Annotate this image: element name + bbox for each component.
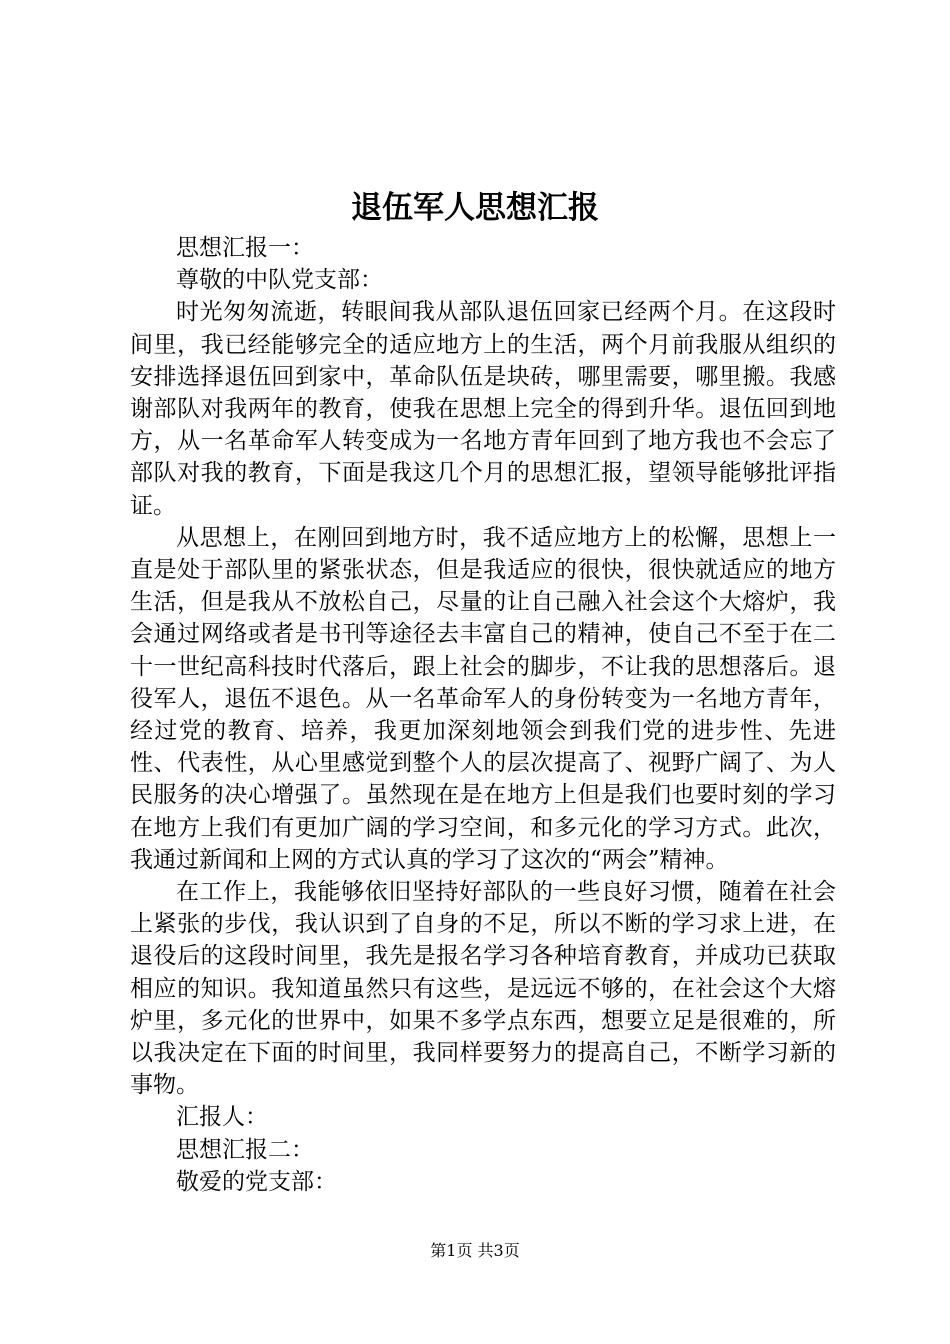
paragraph-section-heading-1: 思想汇报一： xyxy=(176,235,314,261)
paragraph-salutation-2: 敬爱的党支部： xyxy=(176,1168,337,1195)
document-title: 退伍军人思想汇报 xyxy=(351,190,599,226)
paragraph-reporter: 汇报人： xyxy=(176,1104,268,1131)
paragraph-intro: 时光匆匆流逝，转眼间我从部队退伍回家已经两个月。在这段时间里，我已经能够完全的适应地方上的生活，两个月前我服从组织的安排选择退伍回到家中，革命队伍是块砖，哪里需要，哪里搬。我感谢部队对我两年的教育，使我在思想上完全的得到升华。退伍回到地方，从一名革命军人转变成为一名地方青年回到了地方我也不会忘了部队对我的教育，下面是我这几个月的思想汇报，望领导能够批评指证。 xyxy=(130,299,836,519)
document-body xyxy=(130,232,836,1198)
page-footer: 第1页 共3页 xyxy=(430,1241,520,1260)
paragraph-work: 在工作上，我能够依旧坚持好部队的一些良好习惯，随着在社会上紧张的步伐，我认识到了自身的不足，所以不断的学习求上进，在退役后的这段时间里，我先是报名学习各种培育教育，并成功已获取相应的知识。我知道虽然只有这些，是远远不够的，在社会这个大熔炉里，多元化的世界中，如果不多学点东西，想要立足是很难的，所以我决定在下面的时间里，我同样要努力的提高自己，不断学习新的事物。 xyxy=(130,879,836,1099)
paragraph-salutation-1: 尊敬的中队党支部： xyxy=(176,267,383,294)
paragraph-section-heading-2: 思想汇报二： xyxy=(176,1136,314,1163)
paragraph-thoughts: 从思想上，在刚回到地方时，我不适应地方上的松懈，思想上一直是处于部队里的紧张状态，但是我适应的很快，很快就适应的地方生活，但是我从不放松自己，尽量的让自己融入社会这个大熔炉，我会通过网络或者是书刊等途径去丰富自己的精神，使自己不至于在二十一世纪高科技时代落后，跟上社会的脚步，不让我的思想落后。退役军人，退伍不退色。从一名革命军人的身份转变为一名地方青年，经过党的教育、培养，我更加深刻地领会到我们党的进步性、先进性、代表性，从心里感觉到整个人的层次提高了、视野广阔了、为人民服务的决心增强了。虽然现在是在地方上但是我们也要时刻的学习在地方上我们有更加广阔的学习空间，和多元化的学习方式。此次，我通过新闻和上网的方式认真的学习了这次的“两会”精神。 xyxy=(130,524,836,873)
